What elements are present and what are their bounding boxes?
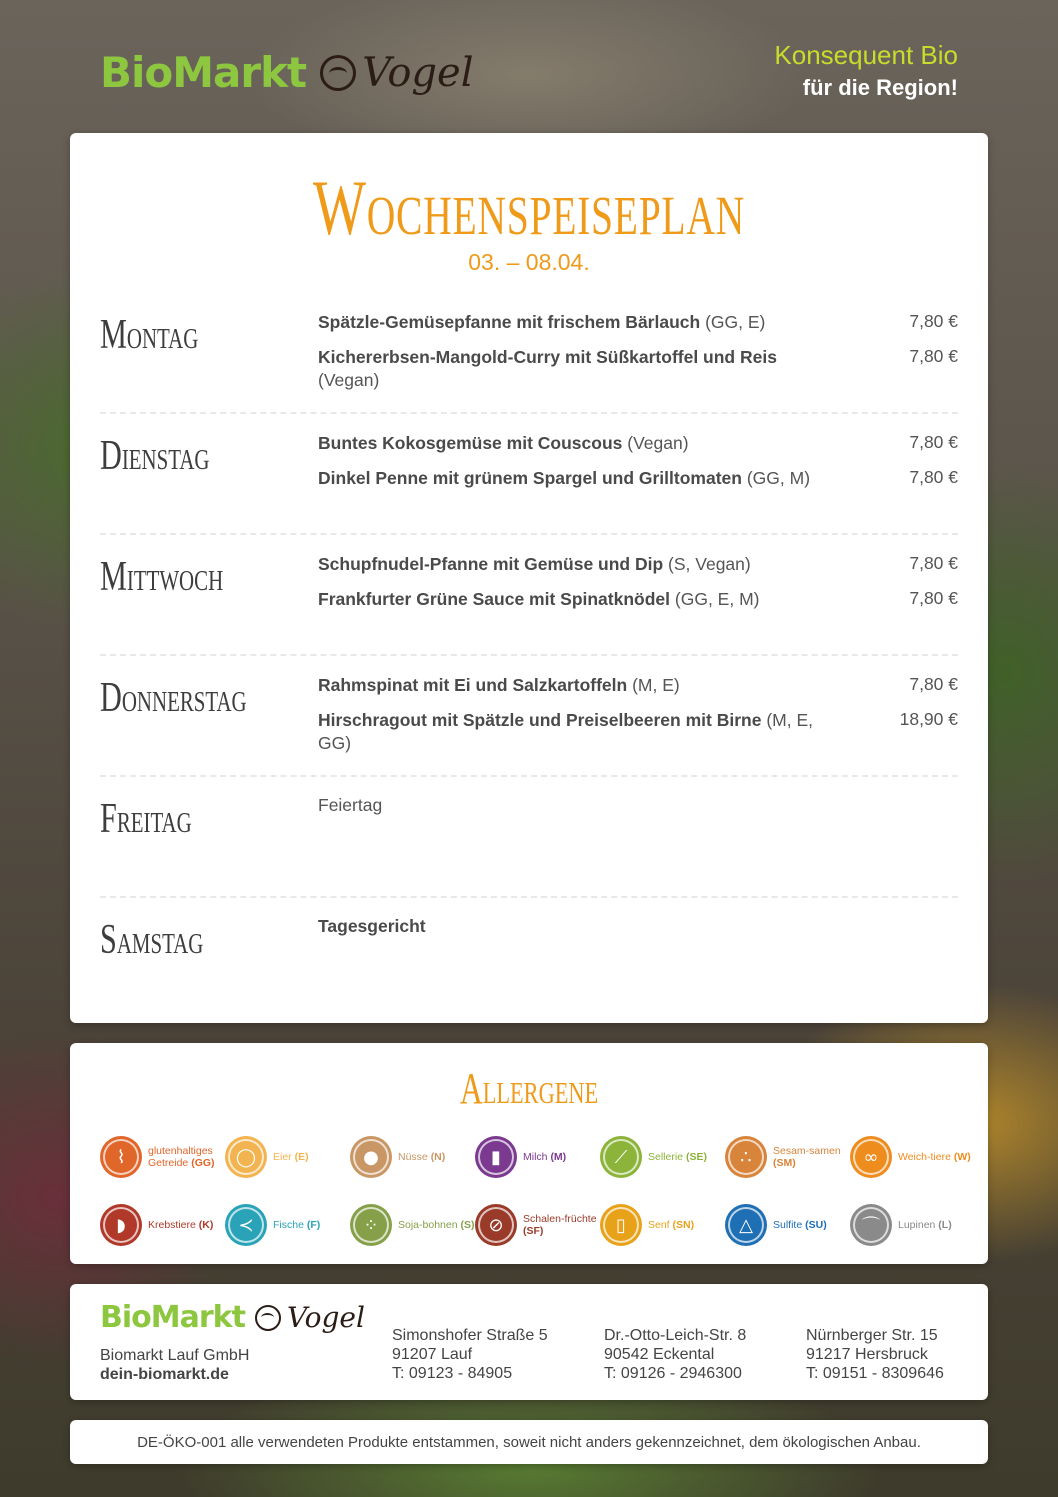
- allergen-label: [523, 1213, 600, 1237]
- dish-price: 7,80 €: [909, 674, 958, 694]
- allergen-item: [225, 1135, 350, 1179]
- allergen-item: [600, 1203, 725, 1247]
- day-row: [100, 656, 958, 777]
- allergen-name: glutenhaltiges Getreide: [148, 1145, 213, 1169]
- dish-item: [318, 553, 958, 576]
- allergen-item: [600, 1135, 725, 1179]
- soy-icon: ⁘: [350, 1204, 392, 1246]
- dish-name: Spätzle-Gemüsepfanne mit frischem Bärlauch: [318, 312, 701, 332]
- allergen-item: [100, 1135, 225, 1179]
- allergen-code: (E): [294, 1151, 309, 1163]
- allergen-code: (S): [460, 1219, 475, 1231]
- store-address: [392, 1326, 548, 1383]
- day-row: [100, 414, 958, 535]
- allergen-name: Senf: [648, 1219, 670, 1231]
- allergen-item: [725, 1203, 850, 1247]
- allergen-item: [350, 1135, 475, 1179]
- allergen-label: [648, 1151, 707, 1163]
- dish-name: Rahmspinat mit Ei und Salzkartoffeln: [318, 675, 628, 695]
- day-note: Feiertag: [318, 795, 383, 815]
- dish-list: [318, 795, 958, 816]
- dish-list: [318, 432, 958, 502]
- store-street: Nürnberger Str. 15: [806, 1327, 938, 1344]
- day-note: Tagesgericht: [318, 916, 426, 936]
- day-name: Samstag: [100, 917, 204, 963]
- allergen-title: Allergene: [459, 1064, 599, 1113]
- allergen-code: (SN): [672, 1219, 695, 1231]
- dish-allergens: (Vegan): [627, 433, 689, 453]
- allergen-code: (F): [306, 1219, 321, 1231]
- allergen-label: [148, 1219, 213, 1231]
- dish-description: [318, 674, 818, 697]
- dish-allergens: (M, E): [632, 675, 680, 695]
- sulfite-icon: △: [725, 1204, 767, 1246]
- brand-script-text: Vogel: [362, 49, 474, 96]
- dish-price: 7,80 €: [909, 346, 958, 366]
- allergen-item: [225, 1203, 350, 1247]
- allergen-item: [475, 1135, 600, 1179]
- day-name: Mittwoch: [100, 554, 224, 600]
- mollusc-icon: ∞: [850, 1136, 892, 1178]
- allergen-name: Milch: [523, 1151, 548, 1163]
- allergen-code: (GG): [191, 1157, 215, 1169]
- dish-item: [318, 346, 958, 392]
- company-info: [100, 1346, 249, 1384]
- allergen-name: Fische: [273, 1219, 304, 1231]
- tagline-line2: für die Region!: [802, 75, 958, 100]
- allergen-item: [725, 1135, 850, 1179]
- day-name: Dienstag: [100, 433, 210, 479]
- allergen-item: [475, 1203, 600, 1247]
- dish-name: Frankfurter Grüne Sauce mit Spinatknödel: [318, 589, 671, 609]
- allergen-item: [850, 1203, 975, 1247]
- certificate-text: DE-ÖKO-001 alle verwendeten Produkte entstammen, soweit nicht anders gekennzeichnet, dem ökologischen Anbau.: [137, 1433, 921, 1451]
- dish-allergens: (GG, E, M): [674, 589, 760, 609]
- dish-list: [318, 916, 958, 937]
- allergen-name: Lupinen: [898, 1219, 936, 1231]
- store-address: [604, 1326, 746, 1383]
- footer-logo: [100, 1300, 365, 1335]
- footer-card: [70, 1284, 988, 1400]
- day-name: Donnerstag: [100, 675, 247, 721]
- day-name: Montag: [100, 312, 199, 358]
- dish-allergens: (GG, M): [746, 468, 811, 488]
- wheat-icon: ⌇: [100, 1136, 142, 1178]
- tagline: [774, 40, 958, 101]
- allergen-name: Soja-bohnen: [398, 1219, 458, 1231]
- dish-item: [318, 311, 958, 334]
- allergen-label: [273, 1151, 309, 1163]
- store-street: Dr.-Otto-Leich-Str. 8: [604, 1327, 747, 1344]
- dish-name: Buntes Kokosgemüse mit Couscous: [318, 433, 623, 453]
- allergen-label: [648, 1219, 694, 1231]
- allergen-name: Sulfite: [773, 1219, 803, 1231]
- bird-icon: [255, 1305, 281, 1331]
- footer-brand-main: BioMarkt: [100, 1300, 245, 1335]
- nut-icon: ●: [350, 1136, 392, 1178]
- dish-description: [318, 311, 818, 334]
- brand-logo: [100, 48, 474, 97]
- allergen-code: (SM): [773, 1157, 796, 1169]
- crab-icon: ◗: [100, 1204, 142, 1246]
- day-row: [100, 535, 958, 656]
- egg-icon: ◯: [225, 1136, 267, 1178]
- dish-item: [318, 588, 958, 611]
- allergen-label: [523, 1151, 566, 1163]
- dish-price: 7,80 €: [909, 588, 958, 608]
- dish-allergens: (M, E, GG): [318, 710, 813, 753]
- store-phone: T: 09123 - 84905: [392, 1365, 513, 1382]
- dish-name: Schupfnudel-Pfanne mit Gemüse und Dip: [318, 554, 664, 574]
- sesame-icon: ∴: [725, 1136, 767, 1178]
- dish-list: [318, 311, 958, 404]
- dish-description: [318, 709, 818, 755]
- allergen-label: [398, 1151, 445, 1163]
- allergen-name: Sesam-samen: [773, 1145, 841, 1157]
- store-city: 91207 Lauf: [392, 1346, 473, 1363]
- dish-name: Kichererbsen-Mangold-Curry mit Süßkartoffel und Reis: [318, 347, 777, 367]
- dish-description: [318, 553, 818, 576]
- dish-price: 7,80 €: [909, 311, 958, 331]
- allergen-code: (N): [430, 1151, 446, 1163]
- dish-allergens: (GG, E): [705, 312, 766, 332]
- day-row: [100, 898, 958, 1019]
- allergen-label: [273, 1219, 320, 1231]
- dish-item: [318, 467, 958, 490]
- footer-brand-script: [255, 1301, 365, 1334]
- allergen-item: [350, 1203, 475, 1247]
- store-address: [806, 1326, 944, 1383]
- dish-description: [318, 588, 818, 611]
- dish-allergens: (Vegan): [318, 370, 380, 390]
- dish-description: [318, 432, 818, 455]
- dish-price: 7,80 €: [909, 553, 958, 573]
- allergen-name: Sellerie: [648, 1151, 684, 1163]
- dish-name: Dinkel Penne mit grünem Spargel und Grilltomaten: [318, 468, 742, 488]
- menu-date-range: 03. – 08.04.: [468, 249, 590, 275]
- day-list: [100, 293, 958, 1019]
- allergen-name: Krebstiere: [148, 1219, 196, 1231]
- fish-icon: ≺: [225, 1204, 267, 1246]
- allergen-label: [773, 1145, 850, 1169]
- allergen-code: (SF): [523, 1225, 544, 1237]
- allergen-label: [898, 1219, 952, 1231]
- shell-fruit-icon: ⊘: [475, 1204, 517, 1246]
- tagline-line1: Konsequent Bio: [774, 40, 958, 70]
- milk-icon: ▮: [475, 1136, 517, 1178]
- dish-price: 7,80 €: [909, 467, 958, 487]
- store-phone: T: 09126 - 2946300: [604, 1365, 742, 1382]
- allergen-label: [398, 1219, 474, 1231]
- lupine-icon: ⌒: [850, 1204, 892, 1246]
- dish-item: [318, 432, 958, 455]
- bird-icon: [320, 55, 356, 91]
- allergen-code: (K): [198, 1219, 214, 1231]
- company-name: Biomarkt Lauf GmbH: [100, 1347, 250, 1364]
- store-city: 91217 Hersbruck: [806, 1346, 928, 1363]
- certificate-card: [70, 1420, 988, 1464]
- day-row: [100, 777, 958, 898]
- brand-main: BioMarkt: [100, 48, 307, 97]
- allergen-grid: [100, 1135, 970, 1247]
- celery-icon: ⟋: [600, 1136, 642, 1178]
- allergen-label: [898, 1151, 971, 1163]
- dish-item: [318, 709, 958, 755]
- dish-price: 18,90 €: [899, 709, 958, 729]
- dish-item: [318, 674, 958, 697]
- website-link[interactable]: dein-biomarkt.de: [100, 1366, 229, 1383]
- brand-script: [320, 50, 473, 96]
- store-street: Simonshofer Straße 5: [392, 1327, 548, 1344]
- store-phone: T: 09151 - 8309646: [806, 1365, 944, 1382]
- dish-list: [318, 553, 958, 623]
- allergen-item: [850, 1135, 975, 1179]
- allergen-label: [148, 1145, 225, 1169]
- allergen-name: Eier: [273, 1151, 292, 1163]
- day-name: Freitag: [100, 796, 192, 842]
- allergen-name: Weich-tiere: [898, 1151, 951, 1163]
- dish-description: [318, 346, 818, 392]
- menu-card: [70, 133, 988, 1023]
- footer-brand-script-text: Vogel: [286, 1301, 365, 1334]
- day-row: [100, 293, 958, 414]
- allergen-label: [773, 1219, 827, 1231]
- mustard-icon: ▯: [600, 1204, 642, 1246]
- dish-description: [318, 467, 818, 490]
- dish-price: 7,80 €: [909, 432, 958, 452]
- allergen-code: (M): [550, 1151, 567, 1163]
- allergen-code: (L): [938, 1219, 952, 1231]
- dish-allergens: (S, Vegan): [668, 554, 751, 574]
- menu-title: Wochenspeiseplan: [313, 164, 745, 251]
- allergen-code: (SE): [685, 1151, 707, 1163]
- allergen-code: (SU): [805, 1219, 827, 1231]
- allergen-card: [70, 1043, 988, 1264]
- dish-list: [318, 674, 958, 767]
- allergen-item: [100, 1203, 225, 1247]
- store-city: 90542 Eckental: [604, 1346, 715, 1363]
- dish-name: Hirschragout mit Spätzle und Preiselbeeren mit Birne: [318, 710, 762, 730]
- allergen-name: Schalen-früchte: [523, 1213, 597, 1225]
- allergen-name: Nüsse: [398, 1151, 428, 1163]
- allergen-code: (W): [953, 1151, 971, 1163]
